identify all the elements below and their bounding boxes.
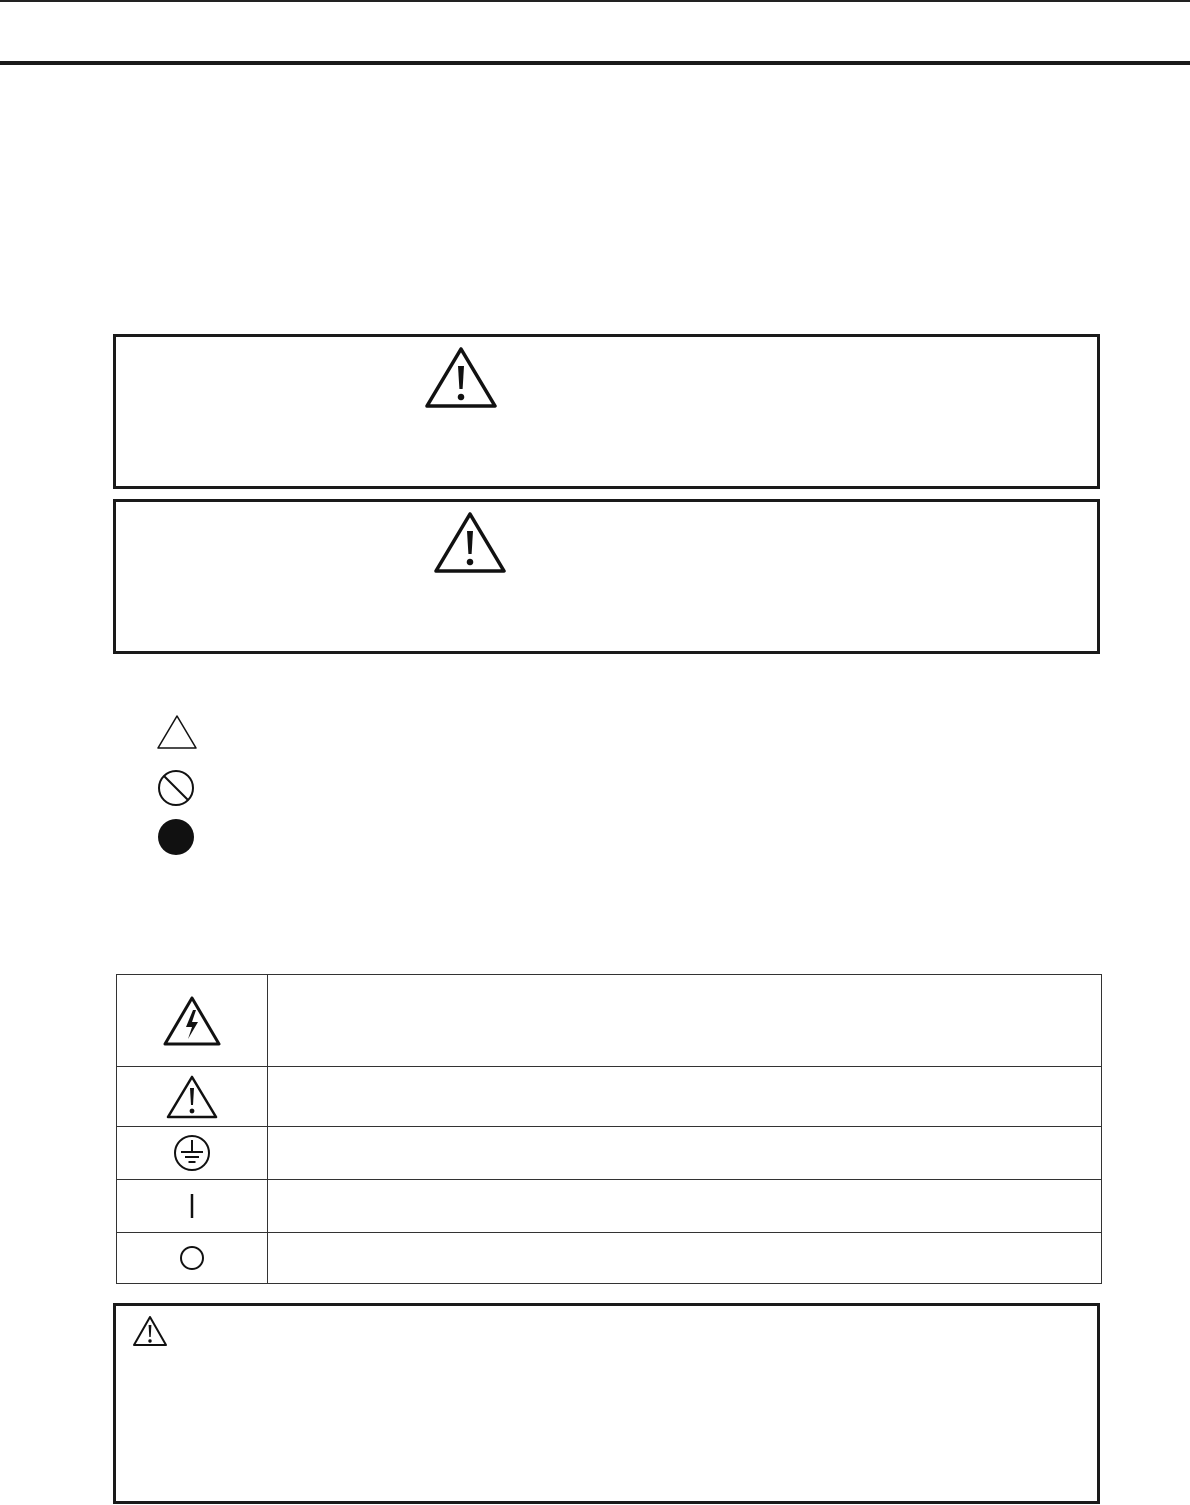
description-cell <box>268 1180 1102 1233</box>
description-cell <box>268 1067 1102 1127</box>
protective-earth-icon <box>172 1133 212 1173</box>
table-row <box>117 975 1102 1067</box>
exclamation-triangle-icon <box>433 510 507 574</box>
electric-shock-triangle-icon <box>162 995 222 1047</box>
exclamation-triangle-icon <box>424 345 498 409</box>
symbol-table <box>116 974 1102 1284</box>
description-cell <box>268 975 1102 1067</box>
table-row <box>117 1180 1102 1233</box>
description-cell <box>268 1233 1102 1284</box>
symbol-cell <box>117 1180 268 1233</box>
header-rule-thick <box>0 61 1190 65</box>
symbol-cell <box>117 1127 268 1180</box>
prohibition-circle-icon <box>156 768 196 808</box>
open-triangle-icon <box>156 714 198 750</box>
exclamation-triangle-icon <box>132 1315 168 1347</box>
symbol-cell <box>117 1233 268 1284</box>
table-row <box>117 1233 1102 1284</box>
caution-box <box>113 499 1100 654</box>
symbol-cell <box>117 975 268 1067</box>
table-row <box>117 1127 1102 1180</box>
exclamation-triangle-icon <box>165 1074 219 1120</box>
warning-box <box>113 334 1100 489</box>
filled-circle-icon <box>156 817 196 857</box>
power-off-icon <box>177 1243 207 1273</box>
note-box <box>113 1303 1100 1504</box>
power-on-icon <box>186 1191 198 1221</box>
symbol-cell <box>117 1067 268 1127</box>
table-row <box>117 1067 1102 1127</box>
header-rule-thin <box>0 0 1190 2</box>
description-cell <box>268 1127 1102 1180</box>
